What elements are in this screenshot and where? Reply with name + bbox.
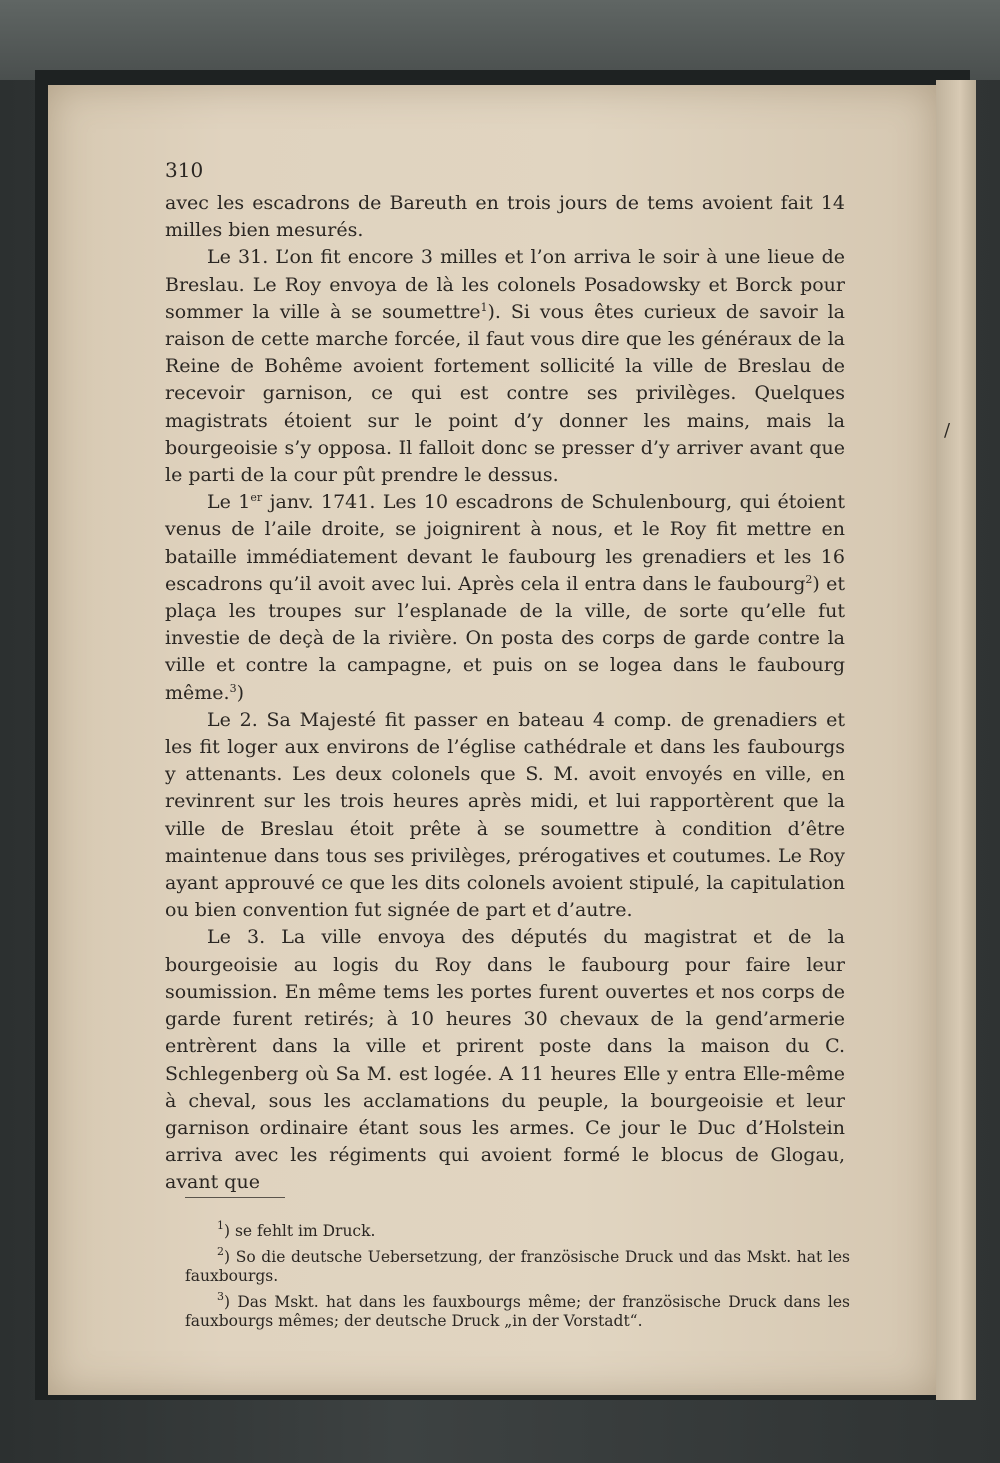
footnotes	[185, 1219, 850, 1338]
footnote-separator	[185, 1197, 285, 1198]
footnote-2: $^2$) So die deutsche Uebersetzung, der französische Druck und das Mskt. hat les fauxbourgs.	[185, 1244, 850, 1285]
page-number: 310	[165, 158, 204, 182]
paragraph-4: Le 2. Sa Majesté fit passer en bateau 4 comp. de grenadiers et les fit loger aux environs de l’église cathédrale et dans les faubourgs y attenants. Les deux colonels que S. M. avoit envoyés en ville, en revinrent sur les trois heures après midi, et lui rapportèrent que la ville de Breslau étoit prête à se soumettre à condition d’être maintenue dans tous ses privilèges, prérogatives et coutumes. Le Roy ayant approuvé ce que les dits colonels avoient stipulé, la capitulation ou bien convention fut signée de part et d’autre.	[165, 708, 845, 922]
margin-mark: /	[944, 420, 951, 441]
adjacent-page-edge	[936, 80, 976, 1400]
footnote-ref-1: 1	[480, 300, 488, 314]
ordinal-superscript: er	[250, 491, 263, 505]
footnote-3: $^3$) Das Mskt. hat dans les fauxbourgs même; der französische Druck dans les fauxbourgs mêmes; der deutsche Druck „in der Vorstadt“.	[185, 1289, 850, 1330]
footnote-ref-2: 2	[805, 572, 813, 586]
main-text	[165, 190, 845, 1197]
paragraph-2: Le 31. L’on fit encore 3 milles et l’on arriva le soir à une lieue de Breslau. Le Roy envoya de là les colonels Posadowsky et Borck pour sommer la ville à se soumettre$^1$). Si vous êtes curieux de savoir la raison de cette marche forcée, il faut vous dire que les généraux de la Reine de Bohême avoient fortement sollicité la ville de Breslau de recevoir garnison, ce qui est contre ses privilèges. Quelques magistrats étoient sur le point d’y donner les mains, mais la bourgeoisie s’y opposa. Il falloit donc se presser d’y arriver avant que le parti de la cour pût prendre le dessus.	[165, 246, 846, 487]
footnote-1: $^1$) se fehlt im Druck.	[217, 1219, 376, 1240]
footnote-ref-3: 3	[229, 681, 237, 695]
cover-top-edge	[0, 0, 1000, 80]
paragraph-1: avec les escadrons de Bareuth en trois jours de tems avoient fait 14 milles bien mesurés.	[165, 192, 845, 242]
paragraph-3: Le 1er janv. 1741. Les 10 escadrons de Schulenbourg, qui étoient venus de l’aile droite, se joignirent à nous, et le Roy fit mettre en bataille immédiatement devant le faubourg les grenadiers et les 16 escadrons qu’il avoit avec lui. Après cela il entra dans le faubourg$^2$) et plaça les troupes sur l’esplanade de la ville, de sorte qu’elle fut investie de deçà de la rivière. On posta des corps de garde contre la ville et contre la campagne, et puis on se logea dans le faubourg même.$^3$)	[165, 491, 845, 704]
paragraph-5: Le 3. La ville envoya des députés du magistrat et de la bourgeoisie au logis du Roy dans le faubourg pour faire leur soumission. En même tems les portes furent ouvertes et nos corps de garde furent retirés; à 10 heures 30 chevaux de la gend’armerie entrèrent dans la ville et prirent poste dans la maison du C. Schlegenberg où Sa M. est logée. A 11 heures Elle y entra Elle-même à cheval, sous les acclamations du peuple, la bourgeoisie et leur garnison ordinaire étant sous les armes. Ce jour le Duc d’Holstein arriva avec les régiments qui avoient formé le blocus de Glogau, avant que	[165, 926, 845, 1194]
